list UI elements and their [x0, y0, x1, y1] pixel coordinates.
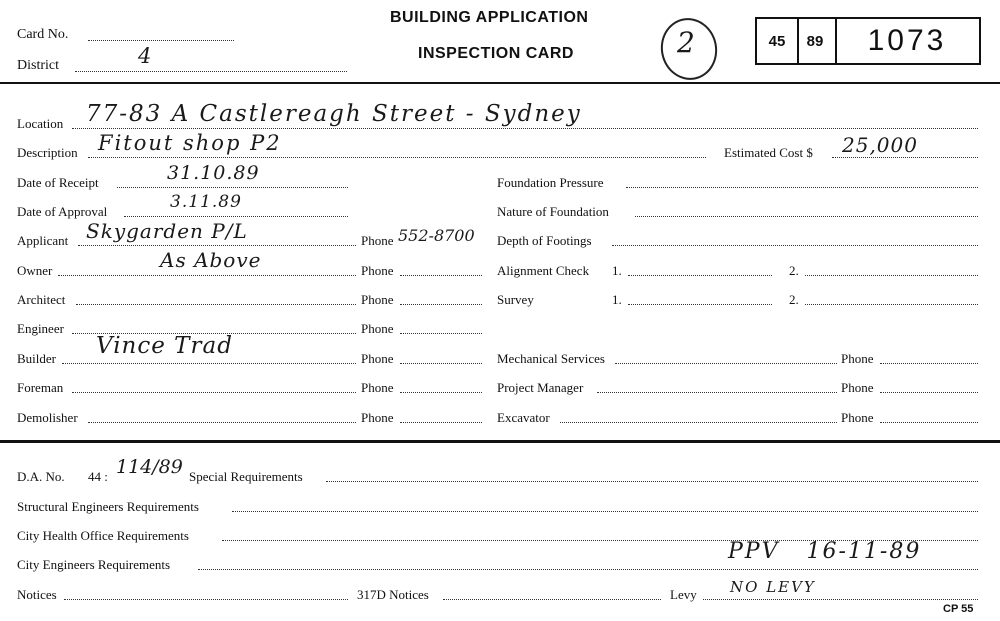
applicant-phone-value: 552-8700: [398, 226, 475, 245]
applicant-line: [78, 245, 356, 246]
special-requirements-line: [326, 481, 978, 482]
mechanical-phone-line: [880, 363, 978, 364]
alignment-check-label: Alignment Check: [497, 263, 590, 278]
section-rule: [0, 440, 1000, 443]
owner-label: Owner: [17, 263, 53, 278]
health-label: City Health Office Requirements: [17, 528, 189, 543]
nature-foundation-line: [635, 216, 978, 217]
demolisher-phone-label: Phone: [361, 410, 394, 425]
da-value: 114/89: [116, 456, 183, 478]
card-box-a-value: 45: [768, 32, 786, 50]
foreman-line: [72, 392, 356, 393]
alignment-item-1: 1.: [612, 263, 622, 278]
description-label: Description: [17, 145, 78, 160]
alignment-item-2: 2.: [789, 263, 799, 278]
card-number-box: [835, 17, 981, 65]
card-box-b: [795, 17, 837, 65]
builder-phone-line: [400, 363, 482, 364]
district-value: 4: [138, 44, 153, 68]
depth-footings-label: Depth of Footings: [497, 233, 592, 248]
owner-phone-line: [400, 275, 482, 276]
card-box-b-value: 89: [806, 32, 824, 50]
survey-label: Survey: [497, 292, 534, 307]
location-value: 77-83 A Castlereagh Street - Sydney: [86, 101, 582, 127]
builder-line: [62, 363, 356, 364]
builder-phone-label: Phone: [361, 351, 394, 366]
applicant-phone-label: Phone: [361, 233, 394, 248]
alignment-line-2: [805, 275, 978, 276]
project-manager-phone-line: [880, 392, 978, 393]
notices-317d-line: [443, 599, 661, 600]
district-label: District: [17, 58, 59, 73]
description-value: Fitout shop P2: [98, 131, 282, 155]
circled-mark-value: 2: [677, 26, 696, 59]
foreman-label: Foreman: [17, 380, 64, 395]
demolisher-phone-line: [400, 422, 482, 423]
notices-label: Notices: [17, 587, 57, 602]
foundation-pressure-label: Foundation Pressure: [497, 175, 604, 190]
mechanical-label: Mechanical Services: [497, 351, 605, 366]
survey-item-1: 1.: [612, 292, 622, 307]
engineer-phone-label: Phone: [361, 321, 394, 336]
date-receipt-line: [117, 187, 348, 188]
card-number: 1073: [867, 24, 947, 57]
district-line: [75, 71, 347, 72]
date-approval-value: 3.11.89: [170, 192, 242, 212]
notices-line: [64, 599, 348, 600]
structural-line: [232, 511, 978, 512]
applicant-label: Applicant: [17, 233, 69, 248]
foreman-phone-label: Phone: [361, 380, 394, 395]
title-line-1: BUILDING APPLICATION: [390, 9, 589, 26]
survey-line-1: [628, 304, 772, 305]
card-box-a: [755, 17, 799, 65]
header-rule: [0, 82, 1000, 84]
demolisher-line: [88, 422, 356, 423]
owner-value: As Above: [160, 248, 262, 272]
notices-317d-label: 317D Notices: [357, 587, 429, 602]
mechanical-phone-label: Phone: [841, 351, 874, 366]
card-no-line: [88, 40, 234, 41]
estimated-cost-line: [832, 157, 978, 158]
architect-line: [76, 304, 356, 305]
architect-label: Architect: [17, 292, 66, 307]
structural-label: Structural Engineers Requirements: [17, 499, 199, 514]
estimated-cost-label: Estimated Cost $: [724, 145, 813, 160]
alignment-line-1: [628, 275, 772, 276]
project-manager-line: [597, 392, 837, 393]
description-line: [88, 157, 706, 158]
location-line: [72, 128, 978, 129]
architect-phone-label: Phone: [361, 292, 394, 307]
mechanical-line: [615, 363, 837, 364]
foundation-pressure-line: [626, 187, 978, 188]
foreman-phone-line: [400, 392, 482, 393]
demolisher-label: Demolisher: [17, 410, 78, 425]
estimated-cost-value: 25,000: [842, 133, 918, 157]
survey-item-2: 2.: [789, 292, 799, 307]
da-prefix: 44 :: [88, 469, 108, 484]
builder-label: Builder: [17, 351, 56, 366]
date-receipt-value: 31.10.89: [167, 162, 260, 184]
date-approval-label: Date of Approval: [17, 204, 108, 219]
date-approval-line: [124, 216, 348, 217]
card-no-label: Card No.: [17, 27, 69, 42]
location-label: Location: [17, 116, 64, 131]
engineer-phone-line: [400, 333, 482, 334]
title-line-2: INSPECTION CARD: [418, 45, 574, 62]
depth-footings-line: [612, 245, 978, 246]
excavator-label: Excavator: [497, 410, 550, 425]
nature-foundation-label: Nature of Foundation: [497, 204, 609, 219]
owner-line: [58, 275, 356, 276]
levy-value: NO LEVY: [730, 578, 816, 596]
city-engineers-line: [198, 569, 978, 570]
excavator-phone-label: Phone: [841, 410, 874, 425]
city-engineers-value: PPV 16-11-89: [728, 539, 922, 564]
city-engineers-label: City Engineers Requirements: [17, 557, 171, 572]
da-no-label: D.A. No.: [17, 469, 65, 484]
excavator-phone-line: [880, 422, 978, 423]
excavator-line: [560, 422, 837, 423]
levy-line: [703, 599, 978, 600]
date-receipt-label: Date of Receipt: [17, 175, 99, 190]
owner-phone-label: Phone: [361, 263, 394, 278]
survey-line-2: [805, 304, 978, 305]
architect-phone-line: [400, 304, 482, 305]
special-requirements-label: Special Requirements: [189, 469, 303, 484]
project-manager-phone-label: Phone: [841, 380, 874, 395]
engineer-label: Engineer: [17, 321, 64, 336]
project-manager-label: Project Manager: [497, 380, 584, 395]
builder-value: Vince Trad: [96, 333, 233, 359]
form-code: CP 55: [943, 603, 974, 615]
applicant-value: Skygarden P/L: [86, 219, 248, 243]
levy-label: Levy: [670, 587, 697, 602]
